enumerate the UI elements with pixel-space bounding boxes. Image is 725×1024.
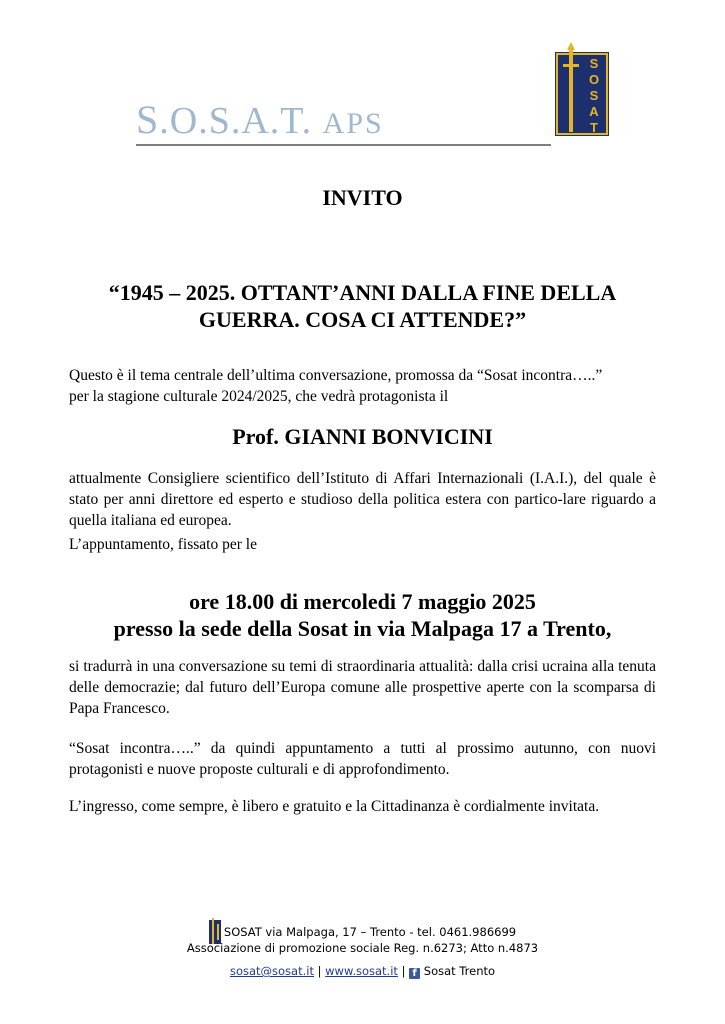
svg-text:S: S xyxy=(589,88,599,103)
facebook-page-label[interactable]: Sosat Trento xyxy=(423,964,496,978)
sosat-logo xyxy=(555,42,609,136)
footer-separator: | xyxy=(401,964,406,978)
footer-address: SOSAT via Malpaga, 17 – Trento - tel. 0461.986699 xyxy=(223,925,517,939)
brand-wordmark xyxy=(136,97,384,142)
footer-links-row xyxy=(0,964,725,979)
intro-paragraph xyxy=(69,365,656,407)
theme-quote-line-2: GUERRA. COSA CI ATTENDE?” xyxy=(198,307,527,332)
website-link[interactable]: www.sosat.it xyxy=(325,964,398,978)
event-location: presso la sede della Sosat in via Malpaga 17 a Trento, xyxy=(113,616,612,641)
svg-text:T: T xyxy=(590,120,598,135)
intro-line-2: per la stagione culturale 2024/2025, che vedrà protagonista il xyxy=(69,388,449,405)
entry-paragraph: L’ingresso, come sempre, è libero e gratuito e la Cittadinanza è cordialmente invitata. xyxy=(69,798,600,815)
next-appointment-paragraph: “Sosat incontra…..” da quindi appuntamento a tutti al prossimo autunno, con nuovi protagonisti e nuove proposte culturali e di approfondimento. xyxy=(69,740,656,778)
topics-paragraph: si tradurrà in una conversazione su temi di straordinaria attualità: dalla crisi ucraina alla tenuta delle democrazie; dal futuro dell’Europa comune alle prospettive aperte con la scomparsa di Papa Francesco. xyxy=(69,658,656,717)
svg-text:S: S xyxy=(589,56,599,71)
theme-quote xyxy=(0,279,725,333)
facebook-icon[interactable]: f xyxy=(409,968,420,979)
footer-separator: | xyxy=(317,964,322,978)
intro-line-1: Questo è il tema centrale dell’ultima conversazione, promossa da “Sosat incontra…..” xyxy=(69,367,603,384)
theme-quote-line-1: “1945 – 2025. OTTANT’ANNI DALLA FINE DELLA xyxy=(108,280,617,305)
header-rule xyxy=(136,144,551,146)
page-title: INVITO xyxy=(322,185,403,210)
svg-text:A: A xyxy=(589,104,599,119)
footer-association: Associazione di promozione sociale Reg. n.6273; Atto n.4873 xyxy=(186,941,539,955)
brand-suffix: APS xyxy=(322,107,384,140)
brand-initial: S xyxy=(136,97,160,142)
email-link[interactable]: sosat@sosat.it xyxy=(229,964,314,978)
speaker-bio: attualmente Consigliere scientifico dell’Istituto di Affari Internazionali (I.A.I.), del quale è stato per anni direttore ed esperto e studioso della politica estera con partico-lare riguardo a quella italiana ed europea. xyxy=(69,470,656,529)
event-details xyxy=(0,588,725,642)
brand-name: .O.S.A.T. xyxy=(159,100,313,142)
appointment-intro: L’appuntamento, fissato per le xyxy=(69,536,257,553)
event-datetime: ore 18.00 di mercoledi 7 maggio 2025 xyxy=(189,589,536,614)
speaker-name: Prof. GIANNI BONVICINI xyxy=(232,424,493,449)
svg-text:O: O xyxy=(588,72,600,87)
